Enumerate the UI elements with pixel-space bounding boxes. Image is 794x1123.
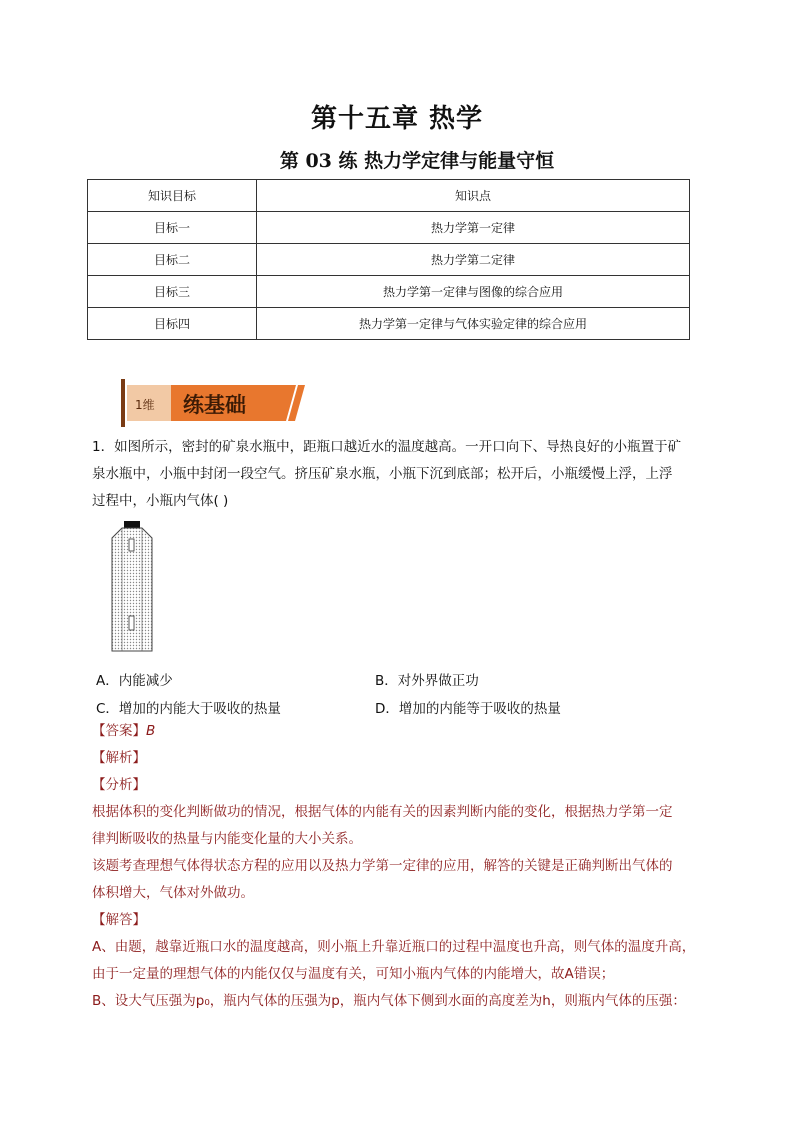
section-subtitle: 第 03 练 热力学定律与能量守恒 — [279, 150, 555, 172]
table-header-row — [88, 180, 690, 212]
solution-block — [92, 718, 702, 1015]
table-cell: 热力学第一定律 — [257, 212, 690, 244]
answer-value: B — [146, 723, 156, 739]
fenxi-text-line: 根据体积的变化判断做功的情况，根据气体的内能有关的因素判断内能的变化，根据热力学第一定 — [92, 804, 673, 820]
table-row — [88, 308, 690, 340]
analysis-label: 【解析】 — [92, 750, 146, 766]
chapter-title: 第十五章 热学 — [310, 104, 484, 134]
fenxi-text-line: 体积增大，气体对外做功。 — [92, 885, 254, 901]
bottle-figure — [108, 521, 156, 653]
option-d: D．增加的内能等于吸收的热量 — [375, 701, 561, 717]
answer-line — [92, 718, 702, 745]
table-cell: 目标四 — [88, 308, 257, 340]
table-row — [88, 276, 690, 308]
table-cell: 目标一 — [88, 212, 257, 244]
fenxi-text-line: 律判断吸收的热量与内能变化量的大小关系。 — [92, 831, 362, 847]
jieda-text-line: 由于一定量的理想气体的内能仅仅与温度有关，可知小瓶内气体的内能增大，故A错误； — [92, 966, 615, 982]
question-stem — [92, 434, 702, 515]
question-text-line: 过程中，小瓶内气体( ) — [92, 493, 229, 509]
table-header-cell: 知识点 — [257, 180, 690, 212]
table-row — [88, 244, 690, 276]
table-cell: 目标三 — [88, 276, 257, 308]
table-cell: 热力学第一定律与图像的综合应用 — [257, 276, 690, 308]
option-b: B．对外界做正功 — [375, 673, 479, 689]
fenxi-label: 【分析】 — [92, 777, 146, 793]
fenxi-text-line: 该题考查理想气体得状态方程的应用以及热力学第一定律的应用，解答的关键是正确判断出气体的 — [92, 858, 673, 874]
table-header-cell: 知识目标 — [88, 180, 257, 212]
badge-label: 练基础 — [183, 393, 246, 417]
jieda-label: 【解答】 — [92, 912, 146, 928]
badge-number: 1维 — [135, 398, 155, 412]
section-badge-icon — [121, 379, 311, 427]
table-cell: 热力学第二定律 — [257, 244, 690, 276]
jieda-text-line: A、由题，越靠近瓶口水的温度越高，则小瓶上升靠近瓶口的过程中温度也升高，则气体的温度升高， — [92, 939, 696, 955]
question-text-line: 泉水瓶中，小瓶中封闭一段空气。挤压矿泉水瓶，小瓶下沉到底部；松开后，小瓶缓慢上浮，上浮 — [92, 466, 673, 482]
table-row — [88, 212, 690, 244]
table-cell: 热力学第一定律与气体实验定律的综合应用 — [257, 308, 690, 340]
option-a: A．内能减少 — [96, 673, 173, 689]
knowledge-table — [87, 179, 690, 340]
answer-label: 【答案】 — [92, 723, 146, 739]
table-cell: 目标二 — [88, 244, 257, 276]
question-text-line: 1．如图所示，密封的矿泉水瓶中，距瓶口越近水的温度越高。一开口向下、导热良好的小瓶置于矿 — [92, 439, 682, 455]
option-c: C．增加的内能大于吸收的热量 — [96, 701, 281, 717]
jieda-text-line: B、设大气压强为p₀，瓶内气体的压强为p，瓶内气体下侧到水面的高度差为h，则瓶内气体的压强： — [92, 993, 686, 1009]
